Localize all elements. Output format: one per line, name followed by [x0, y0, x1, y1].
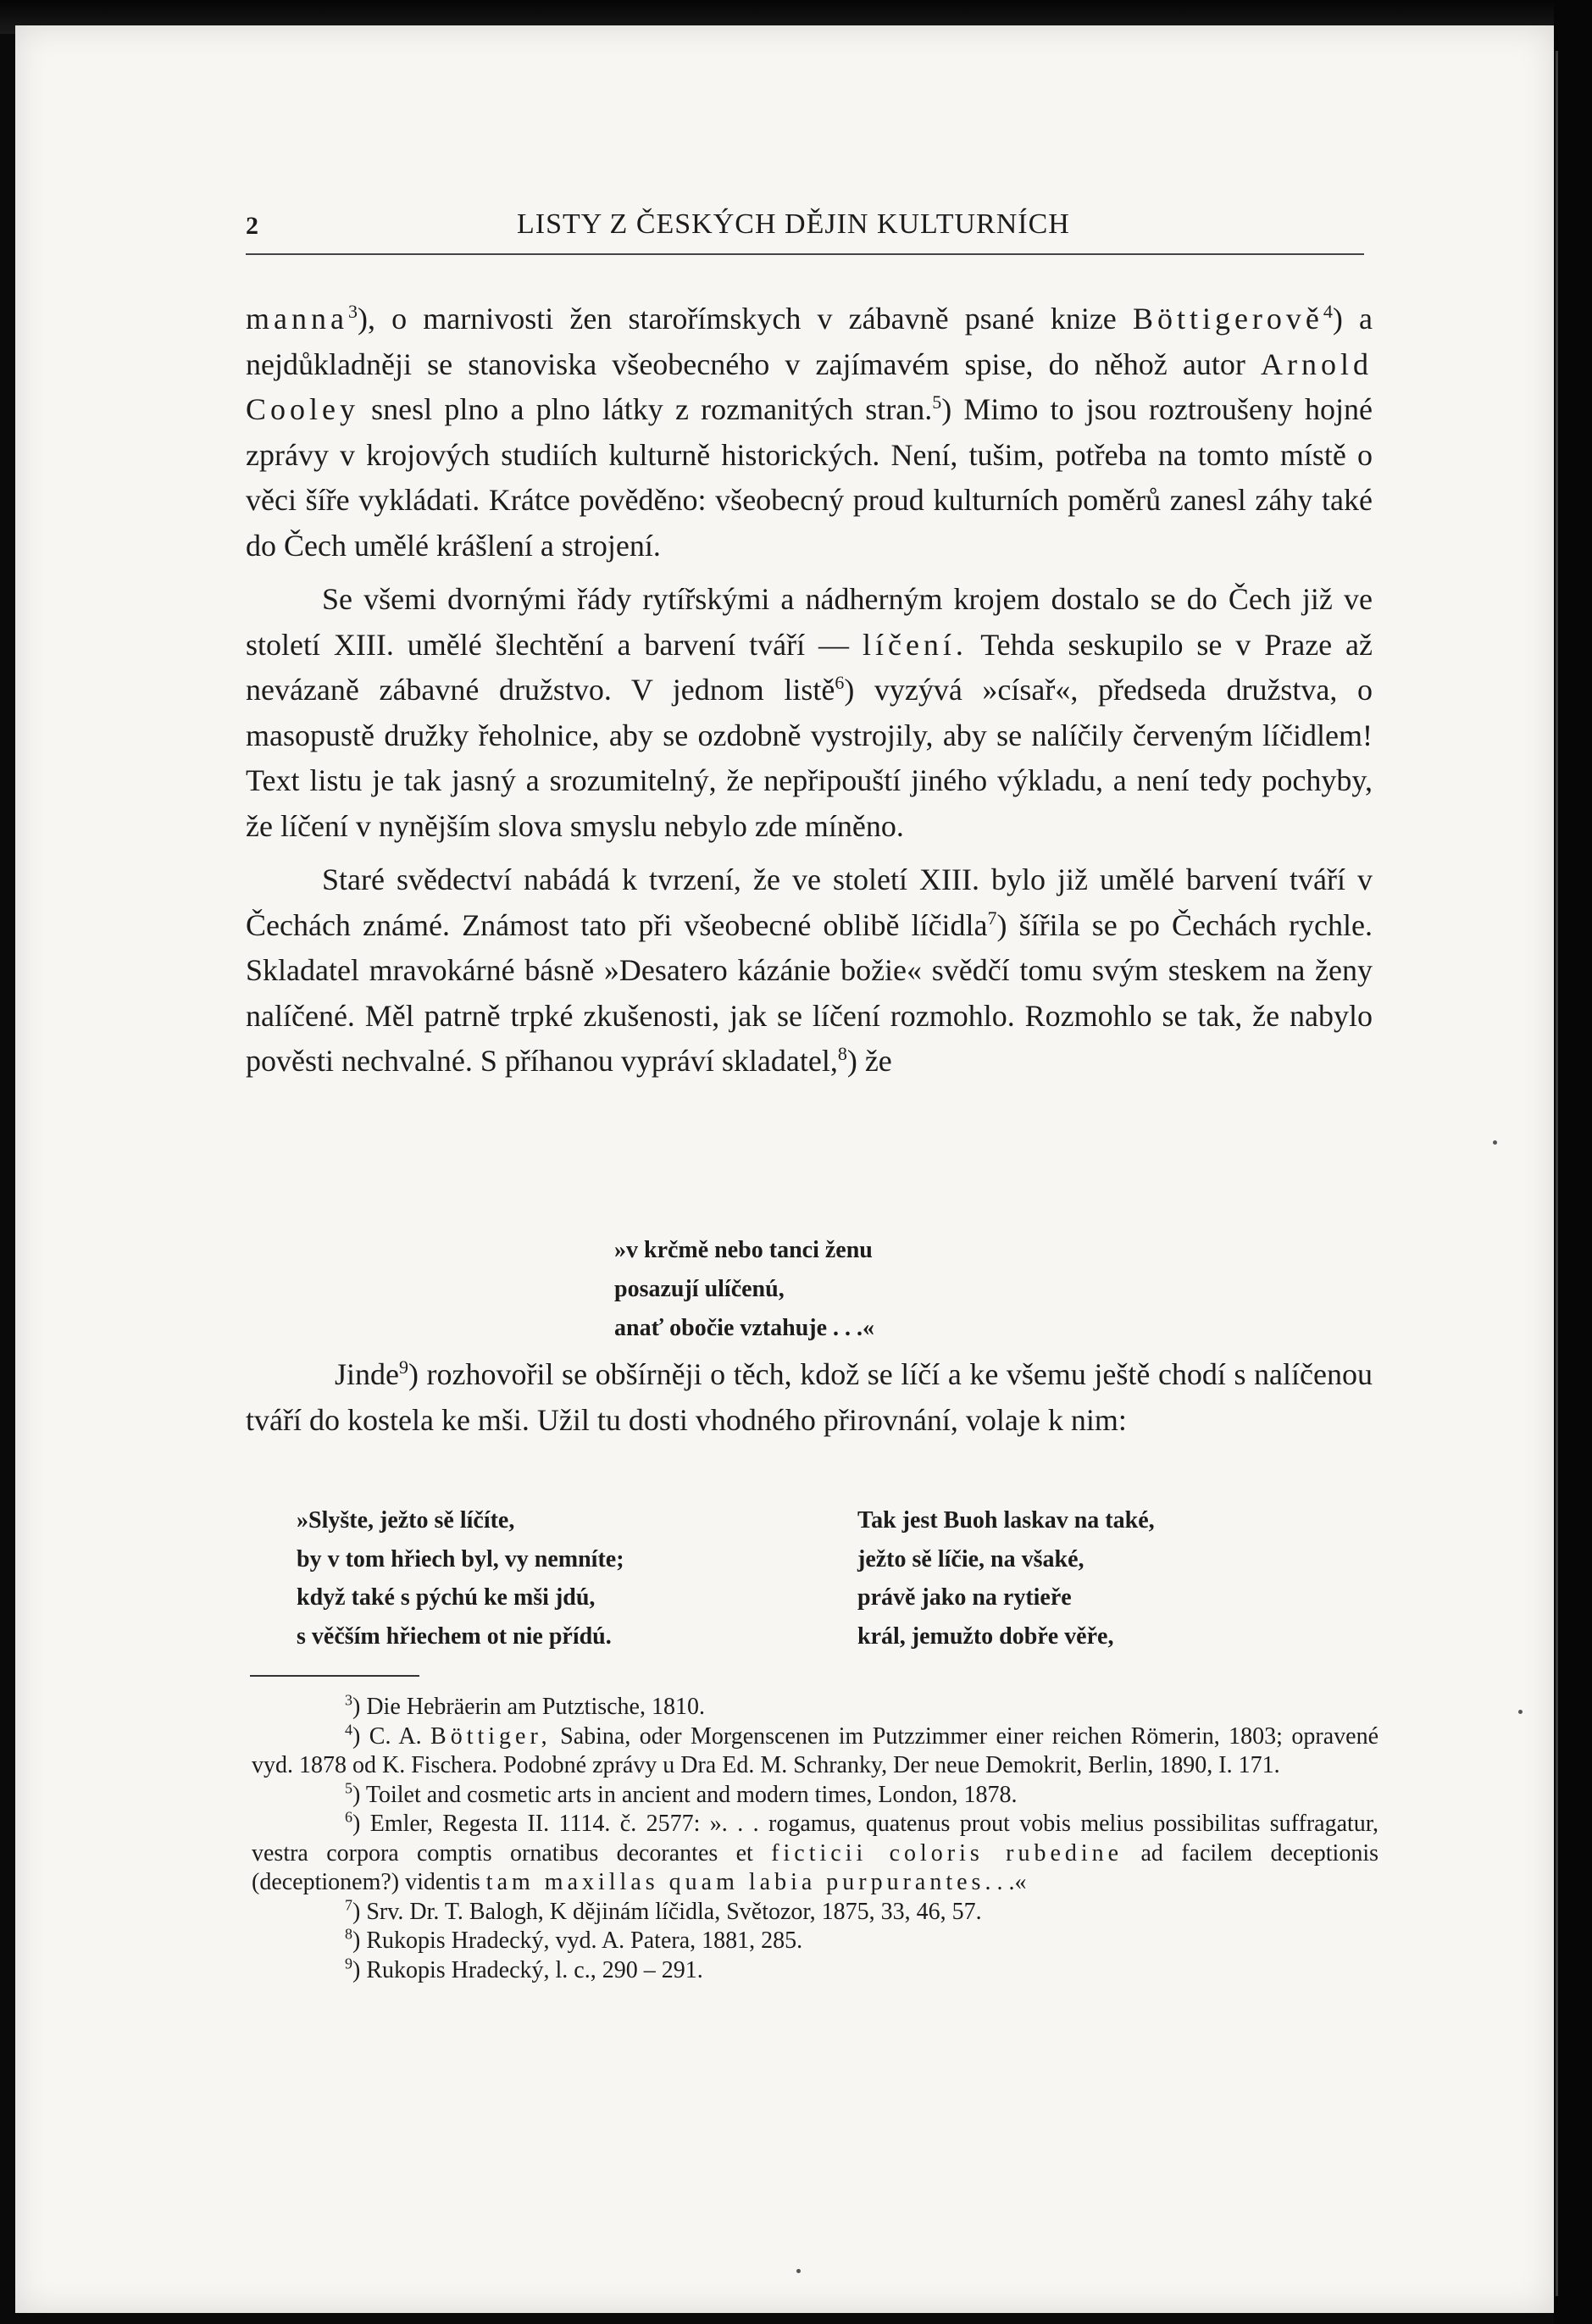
footnote-5: [252, 1781, 1378, 1811]
paragraph-1: [246, 297, 1373, 569]
text-run: ) rozhovořil se obšírněji o těch, kdož se líčí a ke všemu ještě chodí s nalíčenou tváří do kostela ke mši. Užil tu dosti vhodného přirovnání, volaje k nim:: [246, 1357, 1373, 1437]
footnote-ref: 8: [837, 1043, 847, 1064]
footnote-7: [252, 1898, 1378, 1927]
footnote-text: ) Rukopis Hradecký, vyd. A. Patera, 1881, 285.: [352, 1927, 803, 1954]
footnote-6: [252, 1810, 1378, 1898]
footnote-rule: [250, 1675, 419, 1677]
footnote-text: Sabina, oder Morgenscenen im Putzzimmer einer reichen Römerin, 1803; opravené vyd. 1878 od K. Fischera. Podobné zprávy u Dra Ed. M. Schranky, Der neue Demokrit, Berlin, 1890, I. 171.: [252, 1722, 1379, 1778]
footnote-3: [252, 1693, 1378, 1722]
running-head: LISTY Z ČESKÝCH DĚJIN KULTURNÍCH: [517, 208, 1070, 240]
text-run: ) a nejdůkladněji se stanoviska všeobecného v zajímavém spise, do něhož autor: [246, 302, 1373, 381]
footnote-ref: 4: [1323, 301, 1333, 322]
footnote-ref: 5: [932, 391, 942, 413]
spaced-name: Böttigerově: [1132, 302, 1323, 336]
paragraph-2: [246, 577, 1373, 849]
spaced-term: ficticii coloris rubedine: [771, 1839, 1123, 1866]
footnote-text: ) Toilet and cosmetic arts in ancient and modern times, London, 1878.: [352, 1781, 1018, 1808]
footnote-mark: 8: [345, 1925, 352, 1943]
text-run: ), o marnivosti žen starořímskych v zábavně psané knize: [357, 302, 1117, 336]
verse-line: posazují ulíčenú,: [614, 1276, 785, 1302]
verse-line: právě jako na rytieře: [857, 1584, 1072, 1611]
scan-edge-line: [1556, 51, 1558, 2296]
footnote-4: [252, 1722, 1378, 1781]
text-run: Staré svědectví nabádá k tvrzení, že ve století XIII. bylo již umělé barvení tváří v Čechách známé. Známost tato při všeobecné oblibě líčidla: [246, 862, 1373, 942]
header-rule: [246, 253, 1364, 255]
footnote-text: ) Die Hebräerin am Putztische, 1810.: [352, 1694, 705, 1720]
text-run: ) Mimo to jsou roztroušeny hojné zprávy v krojových studiích kulturně historických. Není, tušim, potřeba na tomto místě o věci šíře vykládati. Krátce pověděno: všeobecný proud kulturních poměrů zanesl záhy také do Čech umělé krášlení a strojení.: [246, 392, 1373, 563]
text-run: Tehda seskupilo se v Praze až nevázaně zábavné družstvo. V jednom listě: [246, 627, 1373, 707]
spaced-term: líčení.: [862, 627, 968, 662]
footnote-mark: 9: [345, 1955, 352, 1972]
footnote-ref: 6: [835, 672, 845, 693]
page-number: 2: [246, 212, 258, 240]
spaced-name: Böttiger,: [430, 1722, 552, 1750]
verse-quote-2-left: [297, 1501, 624, 1656]
footnotes: [252, 1693, 1378, 1985]
verse-line: Tak jest Buoh laskav na také,: [857, 1507, 1155, 1534]
footnote-ref: 7: [987, 907, 997, 929]
scan-border-right: [1554, 0, 1592, 2324]
footnote-ref: 9: [399, 1356, 408, 1378]
footnote-text: ) Rukopis Hradecký, l. c., 290 – 291.: [352, 1956, 703, 1983]
verse-line: s věčším hřiechem ot nie přídú.: [297, 1622, 612, 1650]
text-run: ) šířila se po Čechách rychle. Skladatel mravokárné básně »Desatero kázánie božie« svědčí tomu svým steskem na ženy nalíčené. Měl patrně trpké zkušenosti, jak se líčení rozmohlo. Rozmohlo se tak, že nabylo pověsti nechvalné. S příhanou vypráví skladatel,: [246, 907, 1373, 1078]
page-header: [246, 208, 1364, 251]
paragraph-3: [246, 857, 1373, 1084]
spaced-name: manna: [246, 302, 348, 336]
footnote-mark: 3: [345, 1691, 352, 1709]
footnote-text: . . .«: [985, 1869, 1027, 1895]
footnote-ref: 3: [347, 301, 358, 322]
verse-line: když také s pýchú ke mši jdú,: [297, 1584, 596, 1611]
verse-quote-2-right: [857, 1501, 1155, 1656]
verse-line: anať obočie vztahuje . . .«: [614, 1315, 875, 1341]
verse-line: »v krčmě nebo tanci ženu: [614, 1237, 873, 1263]
footnote-text: ) C. A.: [352, 1722, 422, 1750]
spaced-term: tam maxillas quam labia purpurantes: [485, 1869, 985, 1895]
verse-line: by v tom hřiech byl, vy nemníte;: [297, 1545, 624, 1572]
text-run: ) že: [846, 1044, 892, 1078]
text-run: ) vyzývá »císař«, předseda družstva, o masopustě družky řeholnice, aby se ozdobně vystrojily, aby se nalíčily červeným líčidlem! Text listu je tak jasný a srozumitelný, že nepřipouští jiného výkladu, a není tedy pochyby, že líčení v nynějším slova smyslu nebylo zde míněno.: [246, 673, 1373, 843]
verse-line: ježto sě líčie, na všaké,: [857, 1545, 1084, 1572]
scan-speck: [1518, 1710, 1523, 1714]
verse-line: »Slyšte, ježto sě líčíte,: [297, 1507, 515, 1534]
footnote-text: ) Emler, Regesta II. 1114. č. 2577: ». . . rogamus, quatenus prout vobis melius possibilitas suffragatur, vestra corpora comptis ornatibus decorantes et: [252, 1811, 1378, 1866]
verse-quote-1: [614, 1231, 874, 1348]
text-run: Jinde: [335, 1357, 399, 1391]
footnote-8: [252, 1927, 1378, 1956]
verse-line: král, jemužto dobře věře,: [857, 1622, 1114, 1650]
footnote-9: [252, 1956, 1378, 1986]
footnote-mark: 5: [345, 1779, 352, 1797]
footnote-text: ) Srv. Dr. T. Balogh, K dějinám líčidla, Světozor, 1875, 33, 46, 57.: [352, 1898, 982, 1925]
text-run: snesl plno a plno látky z rozmanitých stran.: [371, 392, 933, 426]
scan-speck: [1493, 1140, 1497, 1145]
text-run: Se všemi dvornými řády rytířskými a nádherným krojem dostalo se do Čech již ve století XIII. umělé šlechtění a barvení tváří —: [246, 582, 1373, 662]
body-text: [246, 297, 1373, 1084]
scan-speck: [796, 2269, 801, 2273]
footnote-text: ad facilem deceptionis (deceptionem?) videntis: [252, 1839, 1379, 1895]
footnote-mark: 4: [345, 1721, 352, 1739]
paragraph-4: [246, 1352, 1373, 1443]
footnote-mark: 6: [345, 1808, 352, 1826]
footnote-mark: 7: [345, 1896, 352, 1914]
spaced-name: Arnold Cooley: [246, 347, 1373, 426]
